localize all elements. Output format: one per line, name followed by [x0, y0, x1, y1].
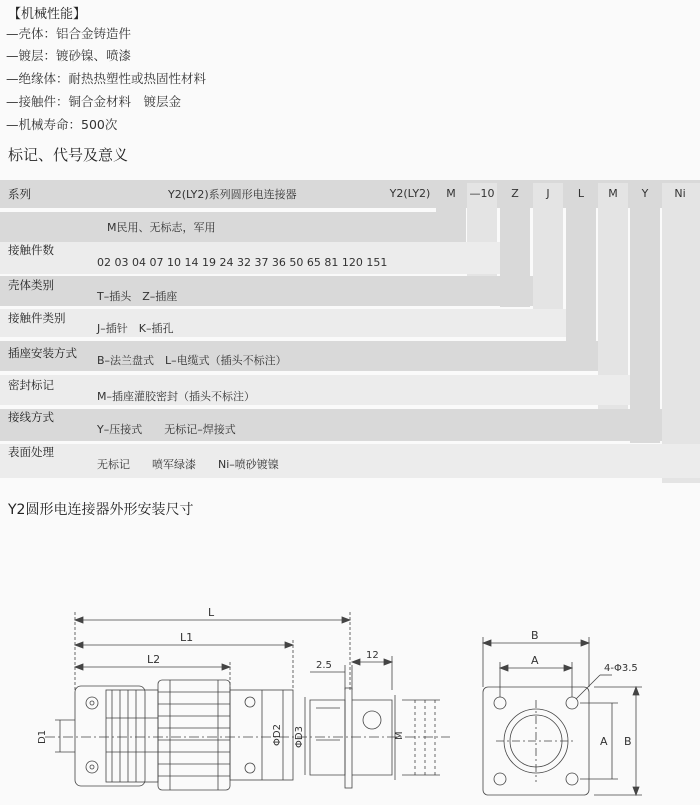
properties-heading: 【机械性能】: [8, 7, 87, 22]
row-shell-label: 壳体类别: [8, 278, 54, 292]
dim-A-top: A: [531, 654, 539, 667]
dim-D2: ΦD2: [272, 724, 283, 746]
dim-B-top: B: [531, 629, 539, 642]
dim-2-5: 2.5: [316, 660, 332, 671]
drawing-heading: Y2圆形电连接器外形安装尺寸: [8, 502, 194, 518]
row-seal-label: 密封标记: [8, 378, 54, 392]
row-contact-text: J–插针 K–插孔: [97, 322, 174, 335]
row-contact-label: 接触件类别: [8, 311, 66, 325]
dim-D3: ΦD3: [294, 726, 305, 748]
dim-holes: 4-Φ3.5: [604, 663, 638, 674]
dim-12: 12: [366, 650, 379, 661]
code-mount: L: [577, 187, 585, 200]
dim-L1: L1: [180, 631, 194, 644]
row-count-label: 接触件数: [8, 243, 54, 257]
band-contact: [0, 309, 566, 337]
row-seal-text: M–插座灌胶密封（插头不标注）: [97, 390, 255, 403]
dimension-drawing: [0, 590, 700, 805]
row-shell-text: T–插头 Z–插座: [97, 290, 178, 303]
dim-A-right: A: [600, 735, 608, 748]
code-mil: M: [446, 187, 456, 200]
dim-M: M: [394, 731, 405, 740]
band-mil: [0, 212, 465, 242]
bar-wiring: [630, 183, 660, 443]
dim-L2: L2: [147, 653, 161, 666]
dim-D1: D1: [37, 729, 48, 744]
code-shell: Z: [511, 187, 519, 200]
row-mil-text: M民用、无标志，军用: [107, 221, 216, 234]
band-seal: [0, 375, 630, 405]
row-finish-text: 无标记 喷军绿漆 Ni–喷砂镀镍: [97, 458, 279, 471]
code-count: —10: [469, 187, 495, 200]
property-shell: —壳体：铝合金铸造件: [6, 26, 132, 41]
row-mount-label: 插座安装方式: [8, 346, 77, 360]
band-mount: [0, 341, 598, 371]
code-contact: J: [546, 187, 550, 200]
property-life: —机械寿命：500次: [6, 117, 118, 132]
marking-heading: 标记、代号及意义: [8, 146, 129, 164]
row-count-text: 02 03 04 07 10 14 19 24 32 37 36 50 65 81 120 151: [97, 256, 388, 269]
code-wiring: Y: [641, 187, 649, 200]
code-finish: Ni: [674, 187, 686, 200]
row-wiring-text: Y–压接式 无标记–焊接式: [97, 423, 236, 436]
row-finish-label: 表面处理: [8, 445, 54, 459]
band-shell: [0, 276, 533, 306]
row-mount-text: B–法兰盘式 L–电缆式（插头不标注）: [97, 354, 287, 367]
dim-B-right: B: [624, 735, 632, 748]
property-insulator: —绝缘体：耐热热塑性或热固性材料: [6, 71, 207, 86]
series-description: Y2(LY2)系列圆形电连接器: [168, 188, 297, 201]
dim-L: L: [208, 606, 215, 619]
property-plating: —镀层：镀砂镍、喷漆: [6, 48, 132, 63]
code-seal: M: [608, 187, 618, 200]
property-contact: —接触件：铜合金材料 镀层金: [6, 94, 182, 109]
code-series: Y2(LY2): [389, 187, 431, 200]
row-wiring-label: 接线方式: [8, 410, 54, 424]
series-label: 系列: [8, 187, 31, 201]
bar-finish: [662, 183, 700, 483]
